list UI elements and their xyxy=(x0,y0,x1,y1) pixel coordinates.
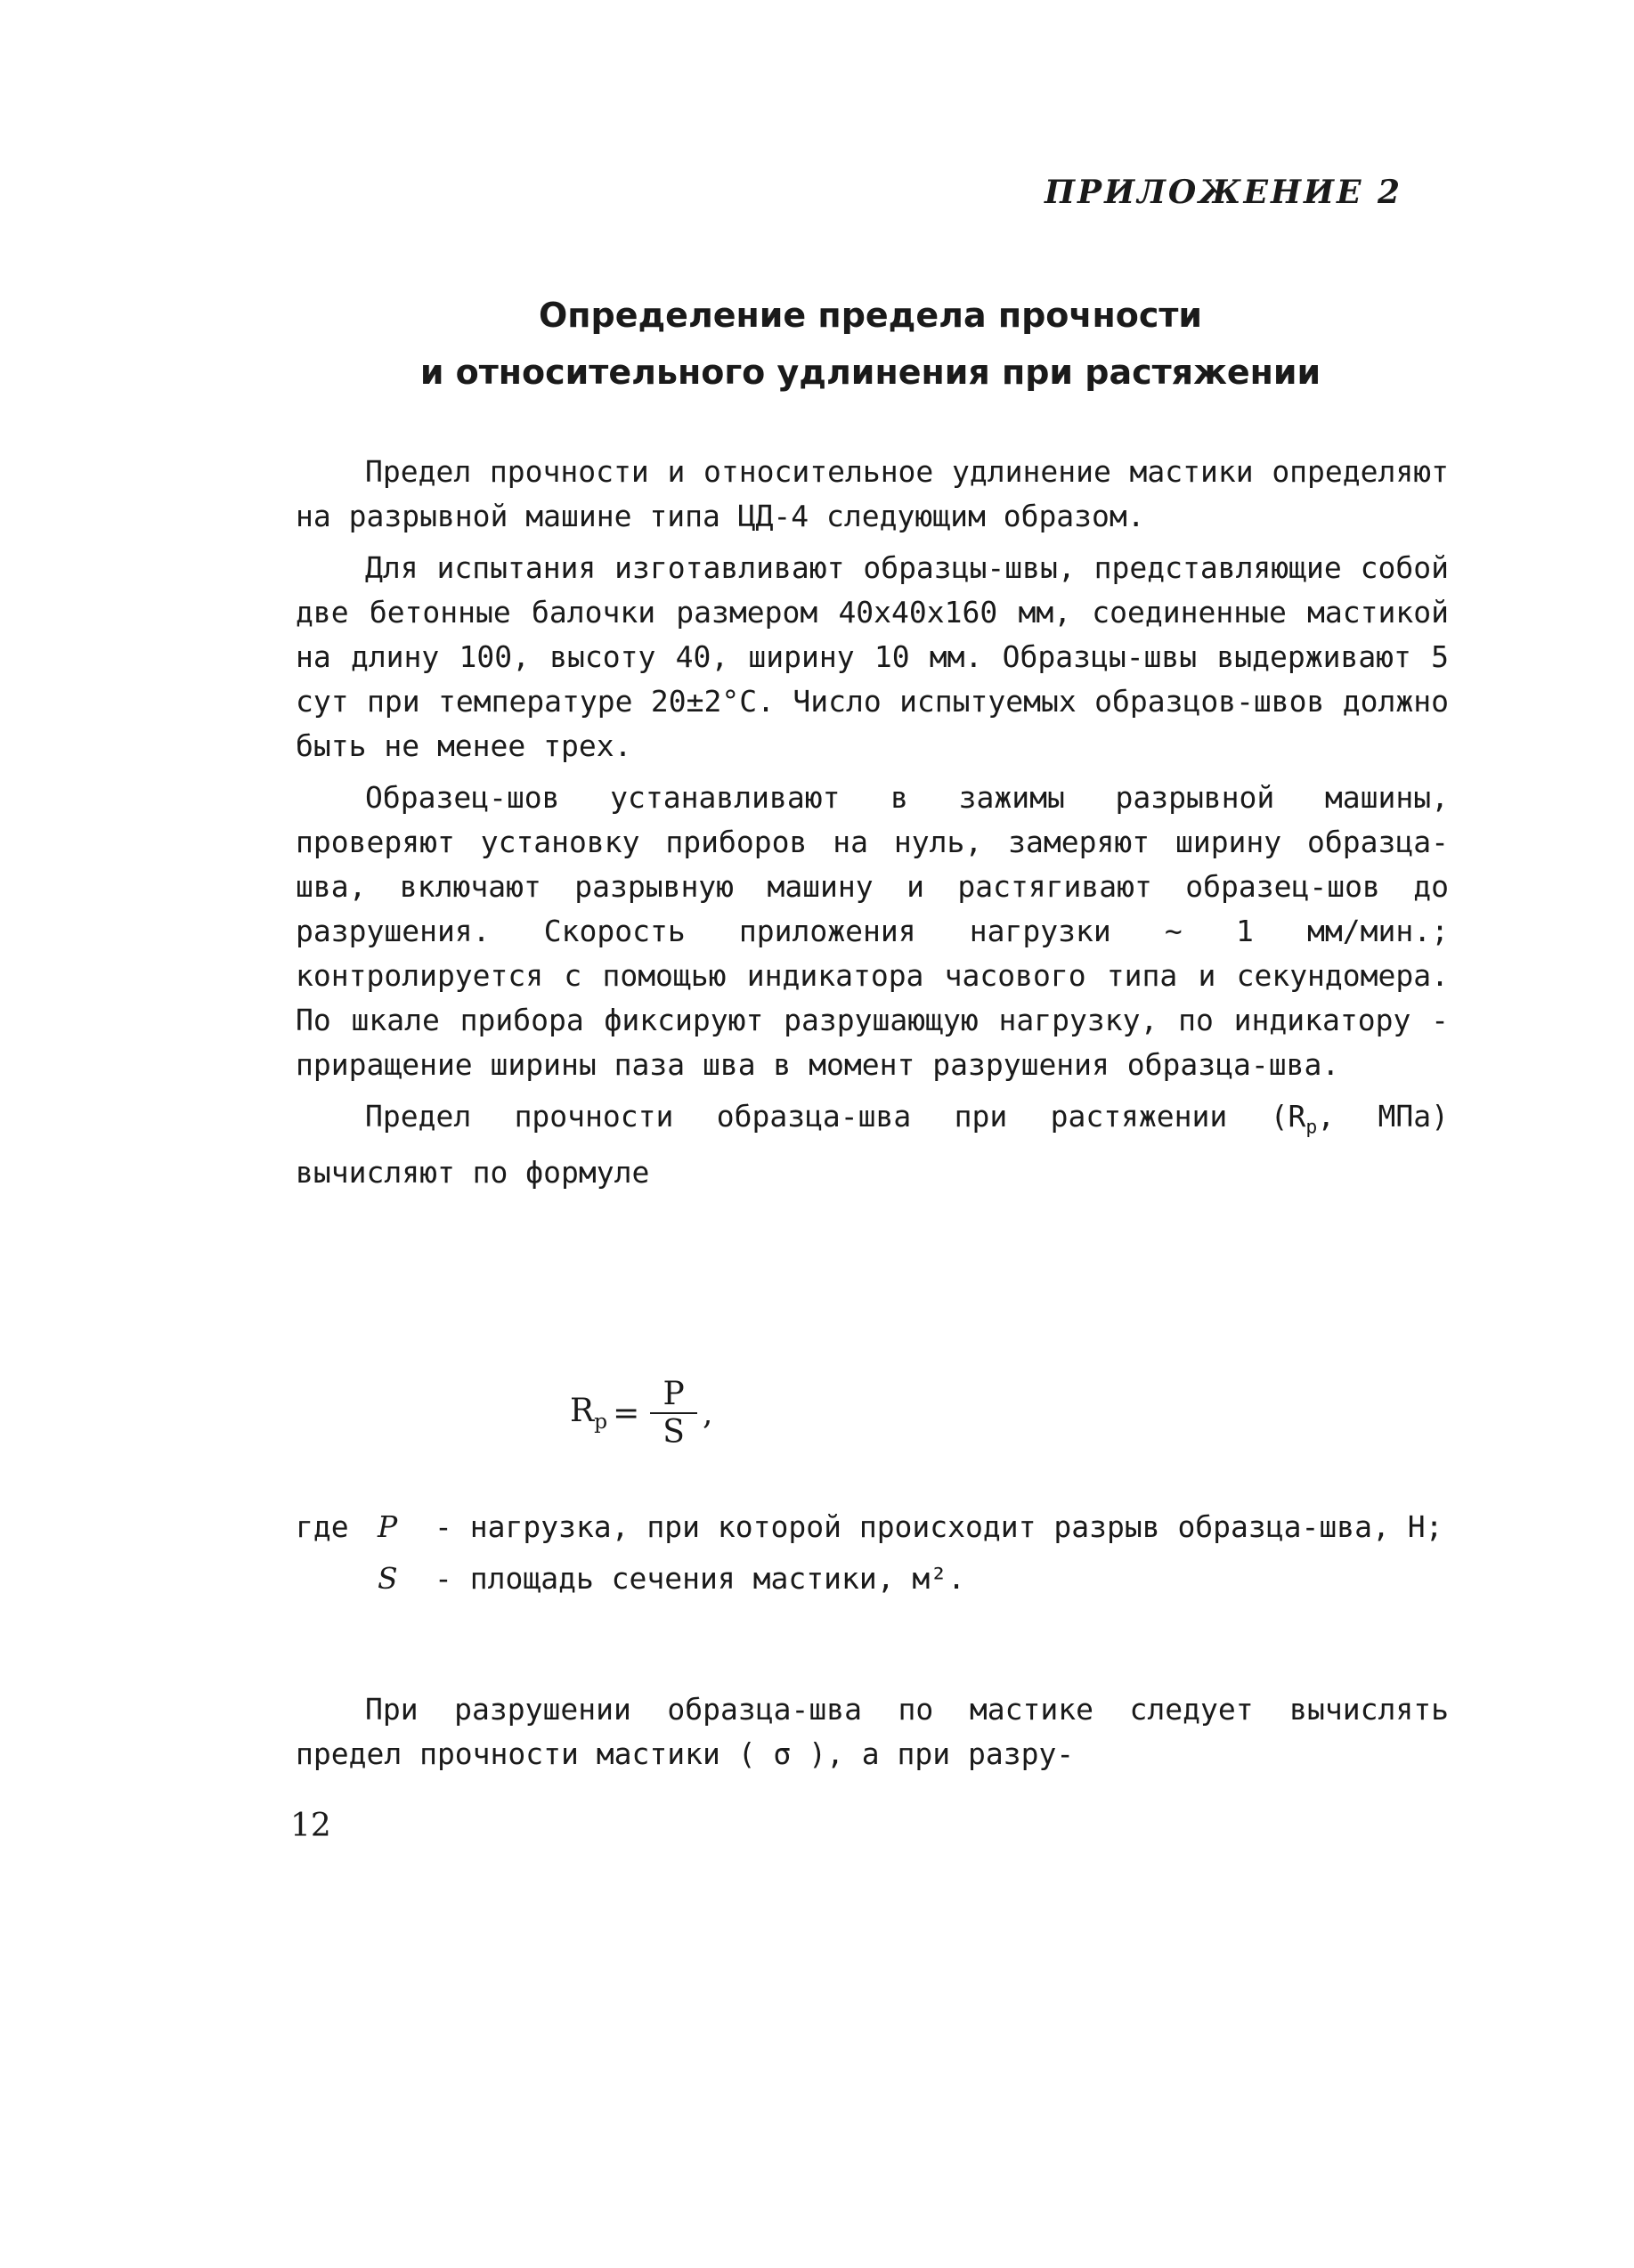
where-symbol: S xyxy=(378,1561,398,1596)
page-title xyxy=(0,287,1634,401)
title-line-2: и относительного удлинения при растяжении xyxy=(419,353,1321,392)
where-definition: - площадь сечения мастики, м². xyxy=(435,1561,966,1596)
formula-intro-tail: , МПа) вычисляют по формуле xyxy=(296,1099,1449,1190)
where-word: где xyxy=(296,1509,349,1544)
page-number: 12 xyxy=(290,1808,331,1844)
formula-intro-sub: р xyxy=(1305,1116,1318,1139)
where-item xyxy=(296,1509,1449,1545)
where-definition: - нагрузка, при которой происходит разрыв образца-шва, Н; xyxy=(435,1509,1443,1544)
appendix-label: ПРИЛОЖЕНИЕ 2 xyxy=(1044,174,1402,211)
where-legend xyxy=(296,1509,1449,1613)
formula-lhs-sub: р xyxy=(594,1409,608,1435)
formula-intro-text: Предел прочности образца-шва при растяжении (R xyxy=(365,1099,1306,1134)
paragraph-2: Для испытания изготавливают образцы-швы, представляющие собой две бетонные балочки размером 40х40х160 мм, соединенные мастикой на длину 100, высоту 40, ширину 10 мм. Образцы-швы выдерживают 5 сут при температуре 20±2°С. Число испытуемых образцов-швов должно быть не менее трех. xyxy=(296,550,1449,763)
paragraph-1: Предел прочности и относительное удлинение мастики определяют на разрывной машине типа ЦД-4 следующим образом. xyxy=(296,454,1449,533)
formula-numerator: P xyxy=(650,1376,696,1414)
formula-denominator: S xyxy=(663,1414,685,1451)
formula-fraction xyxy=(650,1376,697,1451)
title-line-1: Определение предела прочности xyxy=(538,296,1203,335)
where-item xyxy=(296,1561,1449,1597)
formula-lhs xyxy=(570,1393,607,1434)
body-text xyxy=(296,450,1449,1202)
paragraph-last: При разрушении образца-шва по мастике следует вычислять предел прочности мастики ( σ ), а при разру- xyxy=(296,1692,1449,1771)
paragraph-3: Образец-шов устанавливают в зажимы разрывной машины, проверяют установку приборов на нуль, замеряют ширину образца-шва, включают разрывную машину и растягивают образец-шов до разрушения. Скорость приложения нагрузки ~ 1 мм/мин.; контролируется с помощью индикатора часового типа и секундомера. По шкале прибора фиксируют разрушающую нагрузку, по индикатору - приращение ширины паза шва в момент разрушения образца-шва. xyxy=(296,780,1449,1082)
where-symbol: P xyxy=(378,1509,398,1544)
formula-equals: = xyxy=(613,1394,640,1432)
where-spacer xyxy=(296,1561,378,1597)
formula-lhs-symbol: R xyxy=(570,1392,595,1429)
formula-intro xyxy=(296,1094,1449,1195)
strength-formula xyxy=(570,1376,712,1451)
formula-trail: , xyxy=(702,1394,713,1432)
